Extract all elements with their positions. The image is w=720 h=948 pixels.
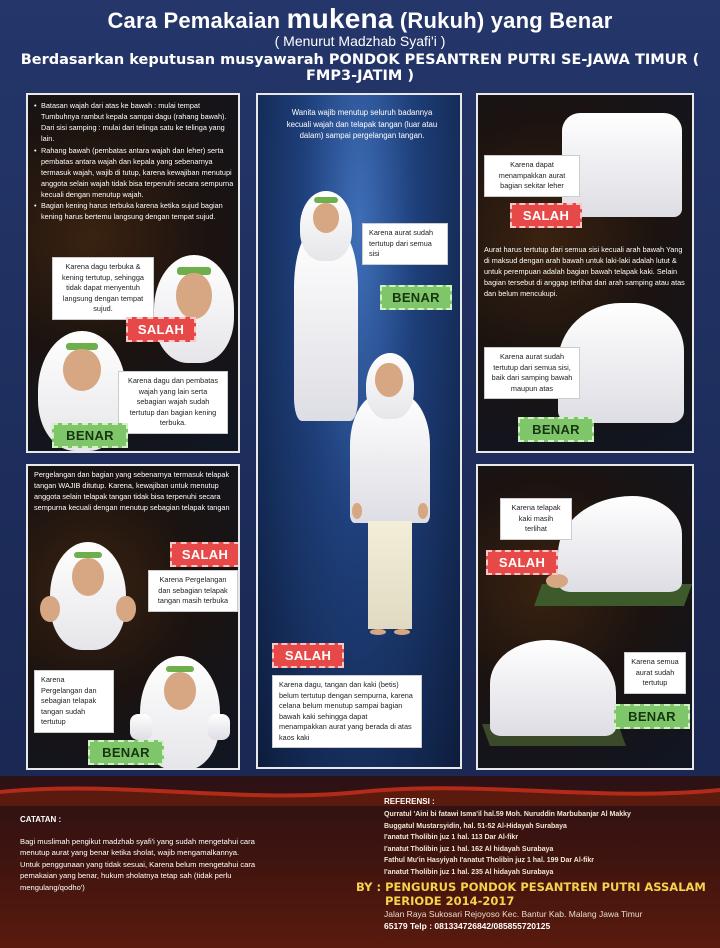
face-bullet-1: • Batasan wajah dari atas ke bawah : mulai tempat Tumbuhnya rambut kepala sampai dagu (rahang bawah). Dari sisi samping : mulai dari telinga satu ke telinga yang lain. [34, 101, 238, 145]
page-title [0, 3, 720, 35]
panel-sujud [476, 464, 694, 770]
referensi-list [384, 809, 631, 878]
face-bullet-3: • Bagian kening harus terbuka karena ketika sujud bagian kening harus bertemu langsung dengan tempat sujud. [34, 201, 238, 223]
face-benar-note: Karena dagu dan pembatas wajah yang lain serta sebagian wajah sudah tertutup dan bagian kening terbuka. [118, 371, 228, 434]
figure-salah-wrist [36, 538, 140, 650]
referensi-item: Qurratul 'Aini bi fatawi Isma'il hal.59 Moh. Nuruddin Marbubanjar Al Makky [384, 811, 631, 818]
wrist-text: Pergelangan dan bagian yang sebenarnya termasuk telapak tangan WAJIB ditutup. Karena, kewajiban untuk menutup anggota selain telapak tangan tidak bisa terpenuhi secara sempurna kecuali dengan menutup sebagian telapak tangan [34, 470, 230, 512]
title-pre: Cara Pemakaian [107, 8, 281, 33]
figure-benar-sujud [482, 636, 622, 752]
referensi-item: I'anatut Tholibin juz 1 hal. 113 Dar Al-fikr [384, 834, 519, 842]
body-salah-stamp: SALAH [272, 643, 344, 668]
credit-by [356, 880, 706, 909]
footer-wave [0, 776, 720, 806]
panel-body-text: Wanita wajib menutup seluruh badannya kecuali wajah dan telapak tangan (luar atau dalam) sampai pergelangan tangan. [286, 108, 438, 141]
sujud-salah-note: Karena telapak kaki masih terlihat [500, 498, 572, 540]
coverage-benar-note: Karena aurat sudah tertutup dari semua sisi, baik dari samping bawah maupun atas [484, 347, 580, 399]
credit-prefix: BY : [356, 880, 382, 894]
wrist-benar-note: Karena Pergelangan dan sebagian telapak tangan sudah tertutup [34, 670, 114, 733]
address-block [384, 908, 642, 933]
panel-coverage [476, 93, 694, 453]
referensi-heading: REFERENSI : [384, 797, 435, 806]
face-salah-note: Karena dagu terbuka & kening tertutup, sehingga tidak dapat menyentuh langsung dengan tempat sujud. [52, 257, 154, 320]
figure-salah-face [148, 253, 240, 363]
wrist-salah-note: Karena Pergelangan dan sebagian telapak tangan masih terbuka [148, 570, 238, 612]
sujud-benar-stamp: BENAR [614, 704, 690, 729]
referensi-item: I'anatut Tholibin juz 1 hal. 162 Al hidayah Surabaya [384, 845, 554, 853]
body-benar-stamp: BENAR [380, 285, 452, 310]
panel-face-text [34, 101, 238, 224]
coverage-salah-note: Karena dapat menampakkan aurat bagian sekitar leher [484, 155, 580, 197]
sujud-salah-stamp: SALAH [486, 550, 558, 575]
wrist-benar-stamp: BENAR [88, 740, 164, 765]
contact-line: 65179 Telp : 081334726842/085855720125 [384, 921, 551, 932]
coverage-benar-stamp: BENAR [518, 417, 594, 442]
page-subtitle: ( Menurut Madzhab Syafi'i ) [274, 33, 446, 49]
referensi-item: I'anatut Tholibin juz 1 hal. 235 Al hidayah Surabaya [384, 868, 554, 876]
credit-line-2: PERIODE 2014-2017 [385, 894, 515, 909]
panel-face [26, 93, 240, 453]
referensi-item: Buggatul Mustarsyidin, hal. 51-52 Al-Hidayah Surabaya [384, 822, 567, 830]
catatan-text: Bagi muslimah pengikut madzhab syafi'i yang sudah mengetahui cara menutup aurat yang benar ketika sholat, wajib mengamalkannya. Untuk penggunaan yang tidak sesuai, Karena belum mengetahui cara pemakaian yang benar, hukum sholatnya tetap sah (tidak perlu mengulang/qodho') [20, 837, 256, 892]
panel-wrist [26, 464, 240, 770]
figure-salah-body [344, 353, 436, 653]
body-benar-note: Karena aurat sudah tertutup dari semua sisi [362, 223, 448, 265]
coverage-text: Aurat harus tertutup dari semua sisi kecuali arah bawah Yang di maksud dengan arah bawah untuk laki-laki adalah lutut & untuk perempuan adalah bagian bawah telapak kaki. Selain bagian tersebut di anggap terlihat dari arah samping atau atas dan belum mencukupi. [484, 245, 685, 298]
face-benar-stamp: BENAR [52, 423, 128, 448]
basis-line: Berdasarkan keputusan musyawarah PONDOK PESANTREN PUTRI SE-JAWA TIMUR ( FMP3-JATIM ) [20, 52, 700, 84]
title-big: mukena [286, 3, 394, 34]
body-salah-note: Karena dagu, tangan dan kaki (betis) belum tertutup dengan sempurna, karena celana belum menutup sampai bagian bawah kaki sehingga dapat menampakkan aurat yang berada di atas kaos kaki [272, 675, 422, 748]
face-bullet-2: • Rahang bawah (pembatas antara wajah dan leher) serta pembatas antara wajah dan kepala yang sebenarnya termasuk wajah, wajib di tutup, karena kewajiban menutupi anggota selain wajah tidak bisa terpenuhi secara sempurna kecuali dengan menutup wajah. [34, 146, 238, 201]
title-post: (Rukuh) yang Benar [399, 8, 613, 33]
referensi-item: Fathul Mu'in Hasyiyah I'anatut Tholibin juz 1 hal. 199 Dar Al-fikr [384, 857, 594, 865]
credit-line-1: PENGURUS PONDOK PESANTREN PUTRI ASSALAM [385, 880, 706, 894]
catatan-heading: CATATAN : [20, 815, 62, 824]
wrist-salah-stamp: SALAH [170, 542, 240, 567]
sujud-benar-note: Karena semua aurat sudah tertutup [624, 652, 686, 694]
panel-body [256, 93, 462, 769]
face-salah-stamp: SALAH [126, 317, 196, 342]
coverage-salah-stamp: SALAH [510, 203, 582, 228]
address-line: Jalan Raya Sukosari Rejoyoso Kec. Bantur Kab. Malang Jawa Timur [384, 909, 643, 919]
